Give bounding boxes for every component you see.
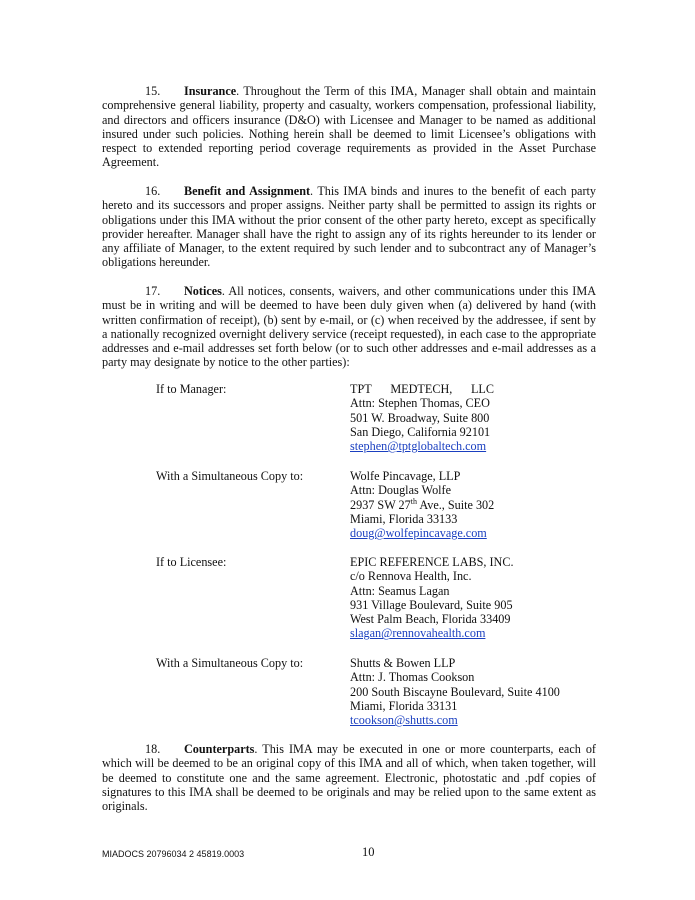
attention-line: Attn: J. Thomas Cookson — [350, 670, 475, 685]
city-line: Miami, Florida 33131 — [350, 698, 458, 713]
city-line: San Diego, California 92101 — [350, 424, 491, 439]
notice-address — [350, 382, 596, 453]
section-16-benefit-assignment — [102, 184, 596, 270]
care-of-line: c/o Rennova Health, Inc. — [350, 569, 472, 584]
addressee-name-part: LLC — [470, 382, 494, 396]
addressee-name: Wolfe Pincavage, LLP — [350, 469, 461, 483]
email-link[interactable]: stephen@tptglobaltech.com — [350, 439, 487, 454]
ordinal-suffix: th — [410, 496, 417, 506]
section-number: 16. — [145, 184, 161, 198]
city-line: Miami, Florida 33133 — [350, 511, 458, 526]
section-number: 18. — [145, 742, 161, 756]
section-text: . This IMA binds and inures to the benefit of each party hereto and its successors and proper assigns. Neither party shall be permitted to assign its rights or obligations under this IMA without the prior consent of the other party hereto, except as specifically provider hereafter. Manager shall have the right to assign any of its rights hereunder to its lender or any affiliate of Manager, to the extent required by such lender and to subcontract any of Manager’s obligations hereunder. — [102, 184, 596, 270]
section-number: 15. — [145, 84, 161, 98]
section-15-insurance — [102, 84, 596, 170]
notice-address — [350, 469, 596, 540]
section-text: . Throughout the Term of this IMA, Manager shall obtain and maintain comprehensive general liability, property and casualty, workers compensation, professional liability, and directors and officers insurance (D&O) with Licensee and Manager to be named as additional insured under such policies. Nothing herein shall be deemed to limit Licensee’s obligations with respect to extended reporting period coverage requirements as provided in the Asset Purchase Agreement. — [102, 84, 596, 170]
notice-address — [350, 656, 596, 727]
street-part: 2937 SW 27 — [350, 497, 411, 512]
document-id: MIADOCS 20796034 2 45819.0003 — [102, 849, 245, 859]
section-heading: Benefit and Assignment — [184, 184, 311, 198]
attention-line: Attn: Stephen Thomas, CEO — [350, 396, 490, 411]
street-line: 501 W. Broadway, Suite 800 — [350, 410, 490, 425]
street-part: Ave., Suite 302 — [416, 497, 495, 512]
section-text: . All notices, consents, waivers, and other communications under this IMA must be in writing and will be deemed to have been duly given when (a) delivered by hand (with written confirmation of receipt), (b) sent by e-mail, or (c) when received by the addressee, if sent by a nationally recognized overnight delivery service (receipt requested), in each case to the appropriate addresses and e-mail addresses set forth below (or to such other addresses and e-mail addresses as a party may designate by notice to the other parties): — [102, 284, 596, 370]
street-line — [350, 498, 596, 512]
notice-label: With a Simultaneous Copy to: — [156, 469, 304, 483]
section-heading: Insurance — [184, 84, 237, 98]
email-link[interactable]: tcookson@shutts.com — [350, 713, 458, 728]
notice-label: If to Licensee: — [156, 555, 227, 569]
attention-line: Attn: Seamus Lagan — [350, 583, 450, 598]
section-18-counterparts — [102, 742, 596, 813]
addressee-name-part: TPT — [350, 382, 372, 396]
section-17-notices — [102, 284, 596, 370]
addressee-name-part: MEDTECH, — [390, 382, 453, 396]
street-line: 931 Village Boulevard, Suite 905 — [350, 597, 513, 612]
email-link[interactable]: slagan@rennovahealth.com — [350, 626, 486, 641]
email-link[interactable]: doug@wolfepincavage.com — [350, 526, 487, 541]
notice-label: With a Simultaneous Copy to: — [156, 656, 304, 670]
addressee-name: EPIC REFERENCE LABS, INC. — [350, 555, 514, 569]
notice-address — [350, 555, 596, 641]
section-heading: Notices — [184, 284, 222, 298]
addressee-name — [350, 382, 494, 396]
section-heading: Counterparts — [184, 742, 255, 756]
attention-line: Attn: Douglas Wolfe — [350, 483, 452, 498]
section-number: 17. — [145, 284, 161, 298]
notice-label: If to Manager: — [156, 382, 227, 396]
page-number: 10 — [362, 845, 375, 859]
city-line: West Palm Beach, Florida 33409 — [350, 612, 511, 627]
street-line: 200 South Biscayne Boulevard, Suite 4100 — [350, 684, 560, 699]
addressee-name: Shutts & Bowen LLP — [350, 656, 456, 670]
section-text: . This IMA may be executed in one or more counterparts, each of which will be deemed to be an original copy of this IMA and all of which, when taken together, will be deemed to constitute one and the same agreement. Electronic, photostatic and .pdf copies of signatures to this IMA shall be deemed to be originals and may be relied upon to the same extent as originals. — [102, 742, 596, 814]
